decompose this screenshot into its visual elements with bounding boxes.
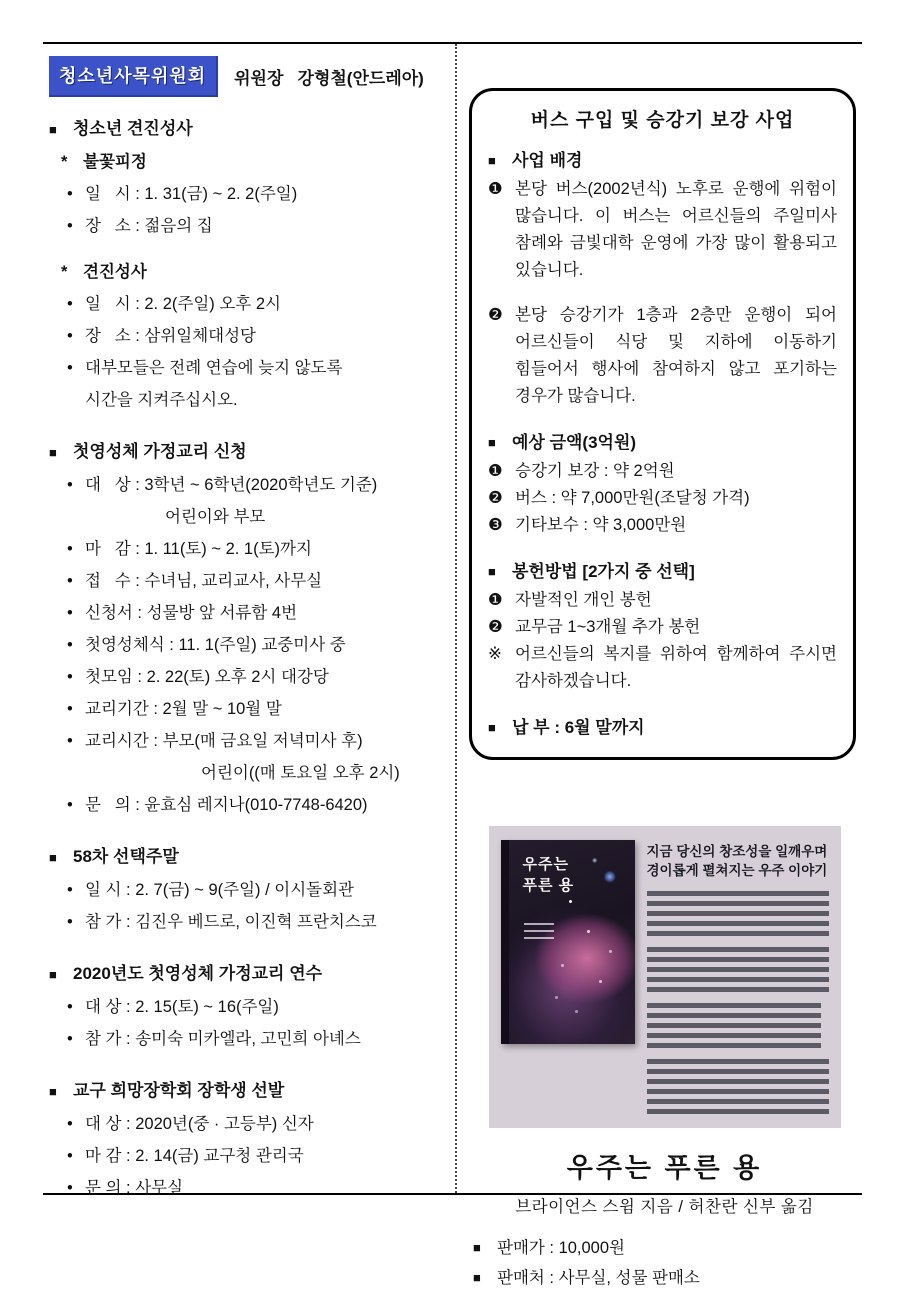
bold-label: 납 부: [512, 718, 550, 737]
text-line: [488, 557, 837, 587]
text-line: [49, 1023, 451, 1055]
book-blurb: [647, 840, 829, 1114]
text-line: [49, 501, 451, 533]
line-text: 본당 승강기가 1층과 2층만 운행이 되어 어르신들이 식당 및 지하에 이동하기 힘들어서 행사에 참여하지 않고 포기하는 경우가 많습니다.: [515, 306, 842, 405]
dot-bullet-icon: •: [67, 1147, 73, 1165]
text-line: [488, 302, 842, 410]
circled-number-icon: ❷: [488, 306, 503, 324]
circled-number-icon: ❷: [488, 489, 503, 507]
circled-number-icon: ❶: [488, 591, 503, 609]
line-text: 시간을 지켜주십시오.: [85, 391, 238, 409]
text-line: [488, 614, 837, 641]
text-line: [49, 320, 451, 352]
line-text: 문 의 : 윤효심 레지나(010-7748-6420): [85, 796, 368, 814]
text-line: [488, 587, 837, 614]
dot-bullet-icon: •: [67, 668, 73, 686]
blurb-headline: 지금 당신의 창조성을 일깨우며: [646, 844, 828, 859]
line-text: 판매가 : 10,000원: [497, 1239, 625, 1257]
line-text: 교무금 1~3개월 추가 봉헌: [515, 618, 701, 636]
dot-bullet-icon: •: [67, 1115, 73, 1133]
dot-bullet-icon: •: [67, 540, 73, 558]
text-line: [49, 874, 451, 906]
line-text: 버스 : 약 7,000만원(조달청 가격): [515, 489, 750, 507]
text-line: [49, 661, 451, 693]
line-text: 예상 금액(3억원): [512, 433, 637, 452]
text-line: [488, 458, 837, 485]
text-line: [49, 146, 451, 178]
square-bullet-icon: ■: [488, 564, 496, 579]
line-text: 불꽃피정: [83, 153, 147, 171]
circled-number-icon: ❸: [488, 516, 503, 534]
left-sections: [49, 113, 451, 1204]
line-text: : 6월 말까지: [549, 718, 645, 737]
text-line: [49, 384, 451, 416]
text-line: [49, 113, 451, 146]
line-text: 장 소 : 젊음의 집: [85, 217, 213, 235]
text-line: [49, 1140, 451, 1172]
line-text: 마 감 : 1. 11(토) ~ 2. 1(토)까지: [85, 540, 312, 558]
book-byline: 브라이언스 스윔 지음 / 허찬란 신부 옮김: [515, 1198, 814, 1216]
line-text: 신청서 : 성물방 앞 서류함 4번: [85, 604, 298, 622]
line-text: 일 시 : 2. 7(금) ~ 9(주일) / 이시돌회관: [85, 881, 354, 899]
book-cover-title: 우주는 푸른 용: [522, 856, 575, 894]
text-line: [49, 469, 451, 501]
dot-bullet-icon: •: [67, 217, 73, 235]
line-text: 기타보수 : 약 3,000만원: [515, 516, 687, 534]
text-line: [49, 352, 451, 384]
line-text: 판매처 : 사무실, 성물 판매소: [497, 1269, 700, 1287]
square-bullet-icon: ■: [473, 1270, 481, 1285]
line-text: 대부모들은 전례 연습에 늦지 않도록: [85, 359, 343, 377]
text-line: [49, 288, 451, 320]
chairman-label: 위원장 강형철(안드레아): [234, 69, 424, 88]
text-line: [49, 693, 451, 725]
text-line: [488, 641, 842, 695]
dot-bullet-icon: •: [67, 732, 73, 750]
text-line: [488, 485, 837, 512]
committee-header: [49, 56, 451, 97]
text-line: [49, 906, 451, 938]
circled-number-icon: ❶: [488, 462, 503, 480]
text-line: [49, 256, 451, 288]
text-line: [49, 991, 451, 1023]
text-line: [488, 146, 837, 176]
asterisk-bullet-icon: *: [61, 153, 68, 171]
blurb-headline: 경이롭게 펼쳐지는 우주 이야기: [646, 863, 828, 878]
text-line: [488, 713, 837, 743]
line-text: 교리기간 : 2월 말 ~ 10월 말: [85, 700, 282, 718]
book-info: [467, 1233, 862, 1293]
line-text: 교구 희망장학회 장학생 선발: [73, 1081, 285, 1100]
text-line: [49, 597, 451, 629]
line-text: 대 상 : 2020년(중 · 고등부) 신자: [85, 1115, 314, 1133]
dot-bullet-icon: •: [67, 327, 73, 345]
dot-bullet-icon: •: [67, 1030, 73, 1048]
square-bullet-icon: ■: [49, 967, 57, 982]
text-line: [49, 533, 451, 565]
line-text: 본당 버스(2002년식) 노후로 운행에 위험이 많습니다. 이 버스는 어르신들의 주일미사 참례와 금빛대학 운영에 가장 많이 활용되고 있습니다.: [515, 180, 842, 279]
text-line: [49, 958, 451, 991]
text-line: [49, 841, 451, 874]
text-line: [49, 1108, 451, 1140]
line-text: 참 가 : 김진우 베드로, 이진혁 프란치스코: [85, 913, 377, 931]
dot-bullet-icon: •: [67, 881, 73, 899]
line-text: 마 감 : 2. 14(금) 교구청 관리국: [85, 1147, 304, 1165]
square-bullet-icon: ■: [473, 1240, 481, 1255]
square-bullet-icon: ■: [488, 153, 496, 168]
line-text: 승강기 보강 : 약 2억원: [515, 462, 675, 480]
book-promo-image: [489, 826, 841, 1128]
committee-badge: 청소년사목위원회: [49, 56, 218, 97]
book-cover-subtitle-lines: [524, 918, 554, 944]
line-text: 접 수 : 수녀님, 교리교사, 사무실: [85, 572, 323, 590]
dot-bullet-icon: •: [67, 572, 73, 590]
left-column: [43, 44, 455, 1197]
dot-bullet-icon: •: [67, 185, 73, 203]
square-bullet-icon: ■: [49, 1084, 57, 1099]
project-box: [469, 88, 856, 760]
line-text: 대 상 : 3학년 ~ 6학년(2020학년도 기준): [85, 476, 378, 494]
circled-number-icon: ❷: [488, 618, 503, 636]
text-line: [488, 176, 842, 284]
dot-bullet-icon: •: [67, 359, 73, 377]
line-text: 어르신들의 복지를 위하여 함께하여 주시면 감사하겠습니다.: [515, 645, 842, 690]
dot-bullet-icon: •: [67, 295, 73, 313]
square-bullet-icon: ■: [49, 445, 57, 460]
dot-bullet-icon: •: [67, 998, 73, 1016]
line-text: 대 상 : 2. 15(토) ~ 16(주일): [85, 998, 279, 1016]
line-text: 어린이와 부모: [165, 508, 266, 526]
blurb-paragraph: [647, 1059, 829, 1114]
text-line: [49, 178, 451, 210]
dot-bullet-icon: •: [67, 476, 73, 494]
line-text: 봉헌방법 [2가지 중 선택]: [512, 562, 695, 581]
text-line: [49, 1075, 451, 1108]
text-line: [49, 789, 451, 821]
circled-number-icon: ❶: [488, 180, 503, 198]
square-bullet-icon: ■: [49, 850, 57, 865]
line-text: 일 시 : 1. 31(금) ~ 2. 2(주일): [85, 185, 298, 203]
right-column: [455, 44, 862, 1287]
asterisk-bullet-icon: *: [61, 263, 68, 281]
dot-bullet-icon: •: [67, 796, 73, 814]
square-bullet-icon: ■: [49, 122, 57, 137]
line-text: 사업 배경: [512, 151, 583, 170]
blurb-paragraph: [647, 1003, 822, 1048]
line-text: 교리시간 : 부모(매 금요일 저녁미사 후): [85, 732, 363, 750]
line-text: 58차 선택주말: [73, 847, 179, 866]
line-text: 일 시 : 2. 2(주일) 오후 2시: [85, 295, 281, 313]
text-line: [488, 428, 837, 458]
line-text: 참 가 : 송미숙 미카엘라, 고민희 아녜스: [85, 1030, 361, 1048]
book-info-line: [473, 1263, 862, 1293]
project-lines: [488, 146, 842, 743]
square-bullet-icon: ■: [488, 435, 496, 450]
dot-bullet-icon: •: [67, 700, 73, 718]
line-text: 견진성사: [83, 263, 147, 281]
line-text: 자발적인 개인 봉헌: [515, 591, 652, 609]
text-line: [49, 629, 451, 661]
project-box-title: 버스 구입 및 승강기 보강 사업: [530, 110, 795, 131]
square-bullet-icon: ■: [488, 720, 496, 735]
circled-number-icon: ※: [488, 645, 502, 663]
line-text: 문 의 : 사무실: [85, 1179, 184, 1197]
line-text: 첫영성체식 : 11. 1(주일) 교중미사 중: [85, 636, 346, 654]
dot-bullet-icon: •: [67, 1179, 73, 1197]
blurb-paragraph: [647, 891, 829, 936]
line-text: 첫영성체 가정교리 신청: [73, 442, 247, 461]
text-line: [49, 1172, 451, 1204]
line-text: 청소년 견진성사: [73, 119, 193, 138]
book-cover: [501, 840, 635, 1044]
text-line: [49, 725, 451, 757]
book-title: 우주는 푸른 용: [566, 1153, 763, 1183]
two-column-layout: [43, 44, 862, 1287]
nebula-stars: [569, 900, 572, 903]
book-info-line: [473, 1233, 862, 1263]
text-line: [49, 210, 451, 242]
dot-bullet-icon: •: [67, 913, 73, 931]
dot-bullet-icon: •: [67, 604, 73, 622]
line-text: 장 소 : 삼위일체대성당: [85, 327, 256, 345]
text-line: [49, 436, 451, 469]
line-text: 어린이((매 토요일 오후 2시): [201, 764, 400, 782]
text-line: [49, 565, 451, 597]
text-line: [49, 757, 451, 789]
line-text: 2020년도 첫영성체 가정교리 연수: [73, 964, 323, 983]
dot-bullet-icon: •: [67, 636, 73, 654]
blurb-paragraph: [647, 947, 829, 992]
line-text: 첫모임 : 2. 22(토) 오후 2시 대강당: [85, 668, 329, 686]
text-line: [488, 512, 837, 539]
